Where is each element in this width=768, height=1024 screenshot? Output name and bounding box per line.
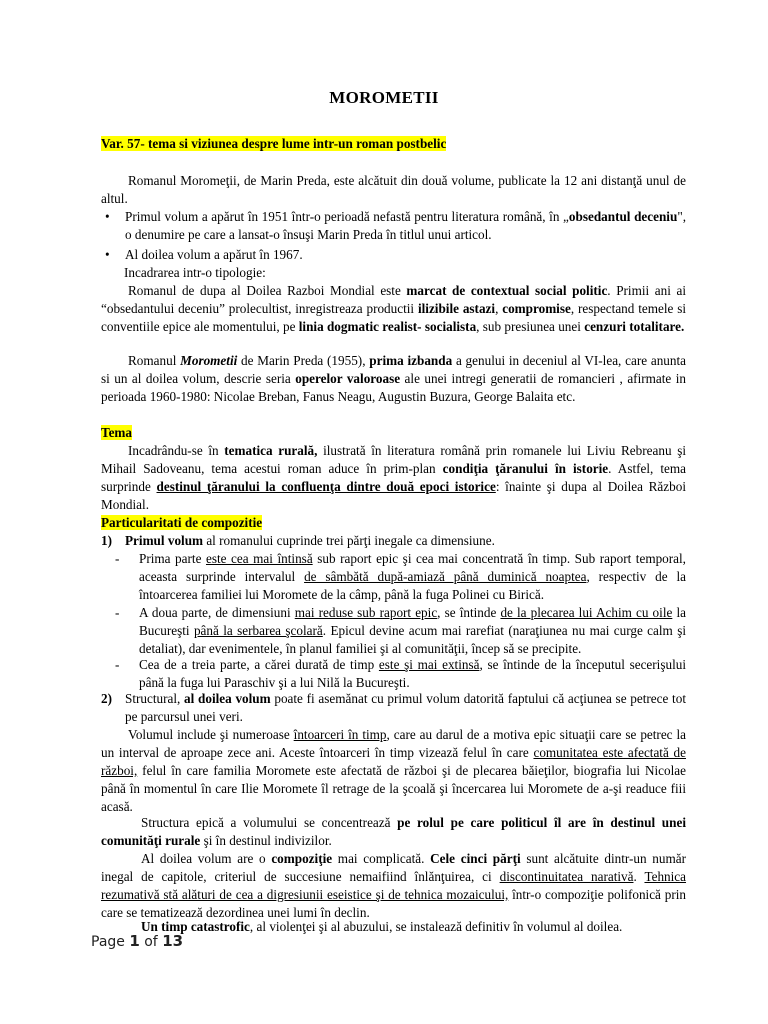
text-run: Structura epică a volumului se concentrează [141,815,398,830]
bullet-icon: • [105,209,110,224]
page-footer [91,932,183,950]
title-run: Morometii [180,353,238,368]
text-run: A doua parte, de dimensiuni [139,605,295,620]
compozitie-paragraph [101,850,686,922]
text-run: . Primii ani ai “obsedantului deceniu” prolecultist, inregistreaza productii [101,283,686,316]
bullet-text: ", o denumire pe care a lansat-o însuşi Marin Preda în titlul unui articol. [125,209,686,242]
bold-run: Primul volum [125,533,204,548]
text-run: de Marin Preda (1955), [237,353,370,368]
bold-run: condiţia ţăranului în istorie [442,461,609,476]
number-marker: 2) [101,691,112,706]
incadrare-text: Incadrarea intr-o tipologie: [124,265,266,280]
dash-icon: - [115,605,120,620]
text-run: , al violenţei şi al abuzului, se instalează definitiv în volumul al doilea. [249,919,623,934]
bold-run: Un timp catastrofic [141,919,250,934]
tema-paragraph [101,442,686,514]
tema-highlight: Tema [101,425,133,440]
text-run: Incadrându-se în [128,443,225,458]
document-title: MOROMETII [329,88,439,107]
underlined-run: comunitatea este afectată de război, [101,745,686,778]
underlined-run: de la plecarea lui Achim cu oile [500,605,673,620]
text-run: . Astfel, tema surprinde [101,461,686,494]
bold-run: compoziţie [271,851,333,866]
bold-run: marcat de contextual social politic [406,283,608,298]
context-paragraph [101,282,686,336]
compozitie-highlight: Particularitati de compozitie [101,515,263,530]
page-current: 1 [129,932,140,950]
intro-text: Romanul Moromeţii, de Marin Preda, este alcătuit din două volume, publicate la 12 ani distanţă unul de altul. [101,173,686,206]
underlined-run: mai reduse sub raport epic [294,605,438,620]
numbered-item-2 [101,690,686,726]
subtitle-line [101,135,686,153]
text-run: Romanul de dupa al Doilea Razboi Mondial este [128,283,407,298]
text-run: . [633,869,645,884]
incadrare-label [101,264,709,282]
underlined-run: întoarceri în timp [293,727,387,742]
text-run: : înainte şi dupa al Doilea Război Mondial. [101,479,686,512]
underlined-run: este şi mai extinsă [378,657,480,672]
text-run: Al doilea volum are o [141,851,272,866]
subtitle-highlight: Var. 57- tema si viziunea despre lume intr-un roman postbelic [101,136,447,151]
underlined-run: până la serbarea şcolară [193,623,323,638]
timp-catastrofic-paragraph [101,918,686,936]
bullet-icon: • [105,247,110,262]
structura-paragraph [101,814,686,850]
text-run: ale unei intregi generatii de romancieri , afirmate in perioada 1960-1980: Nicolae Breban, Fanus Neagu, Augustin Buzura, George Balaita etc. [101,371,686,404]
tema-heading [101,424,686,442]
underlined-run: de sâmbătă după-amiază până duminică noaptea [304,569,587,584]
text-run: . Epicul devine acum mai rarefiat (naraţiunea nu mai curge calm şi detaliat), dar evenimentele, în planul familiei şi al comunităţii, încep să se precipite. [139,623,686,656]
bold-run: pe rolul pe care politicul îl are în destinul unei comunităţi rurale [101,815,686,848]
text-run: într-o compoziţie polifonică prin care se tematizează dezordinea unei lumi în declin. [101,887,686,920]
bold-run: linia dogmatic realist- socialista [298,319,477,334]
dash-icon: - [115,657,120,672]
dash-item-third-part [115,656,686,692]
underlined-run: discontinuitatea narativă [499,869,634,884]
text-run: , sub presiunea unei [476,319,585,334]
text-run: ilustrată în literatura română prin romanele lui Liviu Rebreanu şi Mihail Sadoveanu, tema acestui roman aduce în prim-plan [101,443,686,476]
bullet-text: Al doilea volum a apărut în 1967. [125,247,303,262]
text-run: Prima parte [139,551,206,566]
text-run: , care au darul de a motiva epic situaţii care se petrec la un interval de aproape zece ani. Aceste întoarceri în timp vizează felul în care [101,727,686,760]
text-run: , se întinde de la începutul secerişului până la fuga lui Paraschiv şi a lui Nilă la Bucureşti. [139,657,686,690]
text-run: Structural, [125,691,185,706]
text-run: felul în care familia Moromete este afectată de război şi de plecarea băieţilor, biografia lui Nicolae până în momentul în care Ilie Moromete îl retrage de la şcoală şi încercarea lui Moromete de a-şi readuce fiii acasă. [101,763,686,814]
bullet-emphasis: obsedantul deceniu [568,209,678,224]
bullet-item-second-volume [101,246,686,264]
text-run: Cea de a treia parte, a cărei durată de timp [139,657,379,672]
text-run: Volumul include şi numeroase [128,727,294,742]
page-total: 13 [162,932,184,950]
text-run: , respectand temele si conventiile epice ale momentului, pe [101,301,687,334]
text-run: , respectiv de la întoarcerea familiei lui Moromete de la câmp, până la fuga Polinei cu Birică. [139,569,686,602]
text-run: a genului in deceniul al VI-lea, care anunta si un al doilea volum, descrie seria [101,353,686,386]
dash-icon: - [115,551,120,566]
dash-item-second-part [115,604,686,658]
text-run: , se întinde [437,605,501,620]
bold-run: ilizibile astazi [417,301,496,316]
bold-run: cenzuri totalitare. [584,319,685,334]
bold-run: al doilea volum [184,691,271,706]
bullet-item-first-volume [101,208,686,244]
underlined-run: Tehnica rezumativă stă alături de cea a digresiunii eseistice şi de tehnica mozaicului, [101,869,687,902]
compozitie-heading [101,514,686,532]
text-run: şi în destinul indivizilor. [200,833,332,848]
underlined-bold-run: destinul ţăranului la confluenţa dintre două epoci istorice [156,479,496,494]
text-run: al romanului cuprinde trei părţi inegale ca dimensiune. [203,533,495,548]
bold-run: Cele cinci părţi [430,851,521,866]
dash-item-first-part [115,550,686,604]
intoarceri-paragraph [101,726,686,816]
intro-paragraph [101,172,686,208]
morometii-paragraph [101,352,686,406]
text-run: poate fi asemănat cu primul volum datorită faptului că acţiunea se petrece tot pe parcursul unei veri. [125,691,686,724]
bold-run: compromise [502,301,571,316]
page-of: of [139,934,163,950]
text-run: Romanul [128,353,181,368]
bold-run: tematica rurală, [224,443,318,458]
page-label: Page [91,934,130,950]
numbered-item-1 [101,532,686,550]
bullet-text: Primul volum a apărut în 1951 într-o perioadă nefastă pentru literatura română, în „ [125,209,569,224]
text-run: la Bucureşti [139,605,686,638]
number-marker: 1) [101,533,112,548]
text-run: mai complicată. [332,851,431,866]
bold-run: operelor valoroase [295,371,401,386]
text-run: , [495,301,503,316]
text-run: sunt alcătuite dintr-un număr inegal de capitole, criteriul de succesiune nemaifiind înlănţuirea, ci [101,851,686,884]
bold-run: prima izbanda [369,353,453,368]
underlined-run: este cea mai întinsă [205,551,313,566]
text-run: sub raport epic şi cea mai concentrată în timp. Sub raport temporal, aceasta surprinde intervalul [139,551,686,584]
